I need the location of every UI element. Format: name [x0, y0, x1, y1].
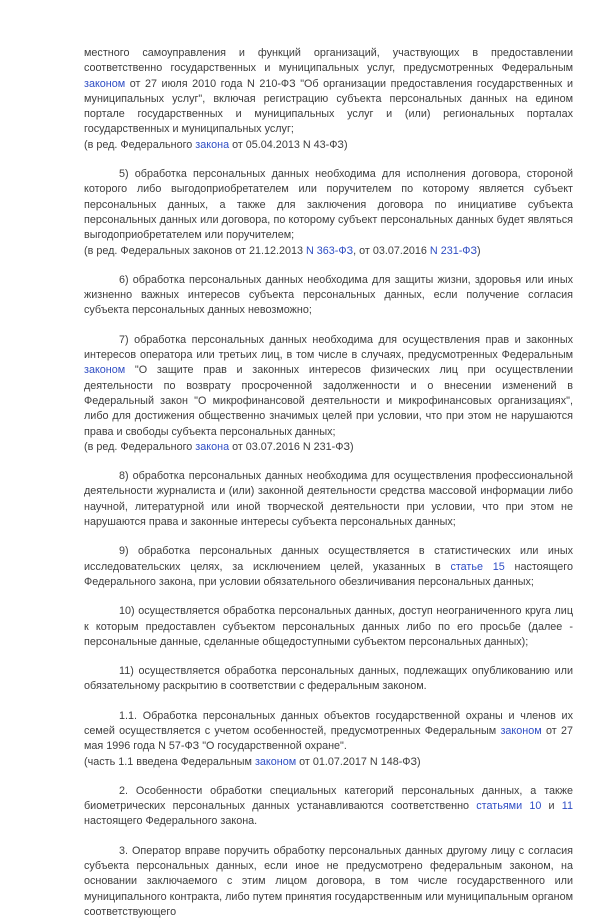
text-run: 3. Оператор вправе поручить обработку персональных данных другому лицу с согласия субъекта персональных данных, если иное не предусмотрено федеральным законом, на основании заключаемого с этим лицом договора, в том числе государственного или муниципального контракта, либо путем принятия государственным или муниципальным органом соответствующего [84, 844, 573, 918]
legal-reference-link[interactable]: законом [254, 755, 297, 768]
legal-reference-link[interactable]: законом [500, 724, 542, 737]
text-run: 5) обработка персональных данных необходима для исполнения договора, стороной которого либо выгодоприобретателем или поручителем по которому является субъект персональных данных, а также для заключения договора по инициативе субъекта персональных данных или договора, по которому субъект персональных данных будет являться выгодоприобретателем или поручителем; [84, 168, 573, 242]
paragraph [84, 46, 573, 138]
text-run: 11) осуществляется обработка персональных данных, подлежащих опубликованию или обязательному раскрытию в соответствии с федеральным законом. [84, 665, 573, 693]
text-run: 1.1. Обработка персональных данных объектов государственной охраны и членов их семей осуществляется с учетом особенностей, предусмотренных Федеральным [84, 709, 573, 737]
text-run: "О защите прав и законных интересов физических лиц при осуществлении деятельности по возврату просроченной задолженности и о внесении изменений в Федеральный закон "О микрофинансовой деятельности и микрофинансовых организациях", либо для достижения общественно значимых целей при условии, что при этом не нарушаются права и свободы субъекта персональных данных; [84, 364, 573, 438]
amendment-note [84, 244, 573, 259]
paragraph [84, 709, 573, 755]
legal-reference-link[interactable]: N 231-ФЗ [429, 244, 478, 257]
text-run: 10) осуществляется обработка персональных данных, доступ неограниченного круга лиц к которым предоставлен субъектом персональных данных либо по его просьбе (далее - персональные данные, сделанные общедоступными субъектом персональных данных); [84, 605, 573, 648]
text-run: 8) обработка персональных данных необходима для осуществления профессиональной деятельности журналиста и (или) законной деятельности средства массовой информации либо научной, литературной или иной творческой деятельности при условии, что при этом не нарушаются права и законные интересы субъекта персональных данных; [84, 470, 573, 529]
paragraph [84, 273, 573, 319]
text-run: , от 03.07.2016 [353, 244, 430, 257]
text-run: от 27 мая 1996 года N 57-ФЗ "О государственной охране". [84, 724, 573, 753]
paragraph [84, 604, 573, 650]
paragraph [84, 544, 573, 590]
legal-reference-link[interactable]: законом [84, 77, 126, 90]
paragraph [84, 664, 573, 695]
text-run: (в ред. Федерального [84, 138, 196, 151]
legal-reference-link[interactable]: N 363-ФЗ [306, 244, 354, 257]
text-run: местного самоуправления и функций организаций, участвующих в предоставлении соответственно государственных и муниципальных услуг, предусмотренных Федеральным [84, 47, 573, 75]
amendment-note [84, 440, 573, 455]
legal-reference-link[interactable]: статьями [476, 800, 523, 813]
text-run: 2. Особенности обработки специальных категорий персональных данных, а также биометрических персональных данных устанавливаются соответственно [84, 784, 573, 813]
text-run: от 01.07.2017 N 148-ФЗ) [296, 755, 421, 768]
paragraph [84, 333, 573, 440]
paragraph [84, 469, 573, 530]
text-run: ) [477, 244, 481, 257]
amendment-note [84, 138, 573, 153]
legal-reference-link[interactable]: закона [195, 138, 230, 151]
text-run: настоящего Федерального закона. [84, 815, 258, 828]
text-run: от 05.04.2013 N 43-ФЗ) [229, 138, 348, 151]
paragraph [84, 784, 573, 830]
text-run: от 03.07.2016 N 231-ФЗ) [229, 440, 354, 453]
text-run: (в ред. Федерального [84, 440, 196, 453]
paragraph [84, 167, 573, 243]
legal-reference-link[interactable]: статье 15 [450, 560, 505, 573]
text-run: от 27 июля 2010 года N 210-ФЗ "Об организации предоставления государственных и муниципальных услуг", включая регистрацию субъекта персональных данных на едином портале государственных и муниципальных услуг и (или) региональных порталах государственных и муниципальных услуг; [84, 77, 573, 136]
text-run: (часть 1.1 введена Федеральным [84, 755, 255, 768]
legal-reference-link[interactable]: 10 [529, 800, 542, 813]
text-run: 9) обработка персональных данных осуществляется в статистических или иных исследовательских целях, за исключением целей, указанных в [84, 545, 573, 573]
text-run: 6) обработка персональных данных необходима для защиты жизни, здоровья или иных жизненно важных интересов субъекта персональных данных, если получение согласия субъекта персональных данных невозможно; [84, 273, 573, 317]
text-run: и [541, 800, 562, 813]
legal-reference-link[interactable]: 11 [561, 800, 573, 813]
legal-reference-link[interactable]: закона [195, 440, 230, 453]
amendment-note [84, 755, 573, 770]
document-text [84, 46, 573, 920]
text-run: (в ред. Федеральных законов от 21.12.2013 [84, 244, 306, 257]
text-run: настоящего Федерального закона, при условии обязательного обезличивания персональных данных; [84, 560, 573, 588]
legal-reference-link[interactable]: законом [84, 364, 126, 377]
text-run: 7) обработка персональных данных необходима для осуществления прав и законных интересов оператора или третьих лиц, в том числе в случаях, предусмотренных Федеральным [84, 333, 573, 362]
paragraph [84, 844, 573, 920]
